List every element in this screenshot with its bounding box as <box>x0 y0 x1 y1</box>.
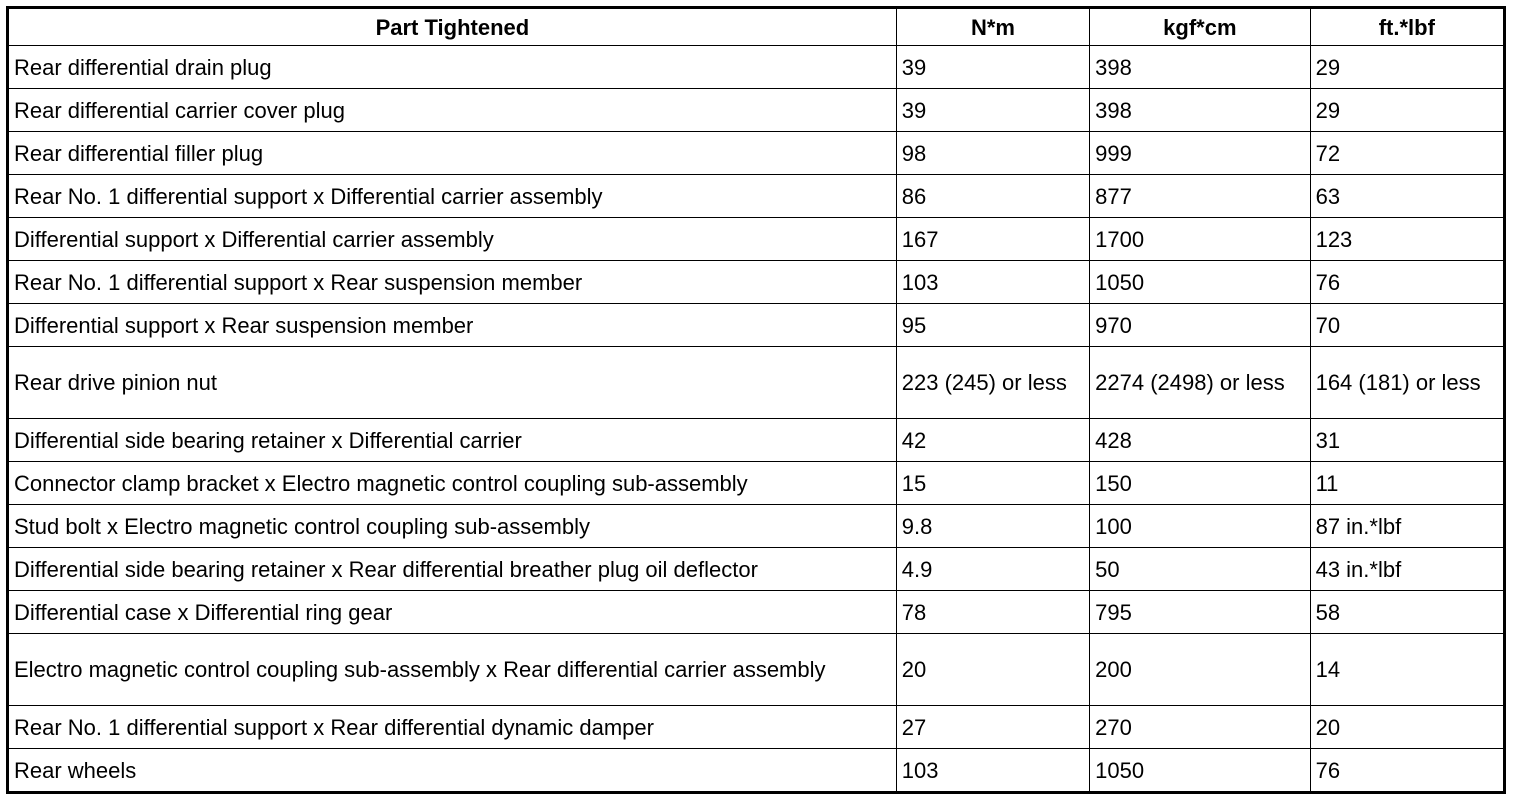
cell-kgf-cm: 50 <box>1090 548 1310 591</box>
table-row <box>8 132 1505 175</box>
cell-ft-lbf: 14 <box>1310 634 1504 706</box>
cell-ft-lbf: 70 <box>1310 304 1504 347</box>
table-row <box>8 591 1505 634</box>
cell-part: Rear differential carrier cover plug <box>8 89 897 132</box>
table-row <box>8 347 1505 419</box>
cell-kgf-cm: 970 <box>1090 304 1310 347</box>
cell-part: Rear differential filler plug <box>8 132 897 175</box>
cell-kgf-cm: 1050 <box>1090 749 1310 793</box>
cell-part: Electro magnetic control coupling sub-assembly x Rear differential carrier assembly <box>8 634 897 706</box>
cell-nm: 95 <box>896 304 1089 347</box>
cell-nm: 39 <box>896 89 1089 132</box>
table-row <box>8 46 1505 89</box>
cell-nm: 20 <box>896 634 1089 706</box>
table-row <box>8 505 1505 548</box>
table-row <box>8 749 1505 793</box>
cell-part: Differential support x Differential carrier assembly <box>8 218 897 261</box>
cell-ft-lbf: 63 <box>1310 175 1504 218</box>
cell-kgf-cm: 100 <box>1090 505 1310 548</box>
cell-part: Rear No. 1 differential support x Rear differential dynamic damper <box>8 706 897 749</box>
table-row <box>8 548 1505 591</box>
cell-nm: 78 <box>896 591 1089 634</box>
cell-nm: 39 <box>896 46 1089 89</box>
cell-ft-lbf: 20 <box>1310 706 1504 749</box>
cell-nm: 27 <box>896 706 1089 749</box>
cell-nm: 98 <box>896 132 1089 175</box>
cell-kgf-cm: 1050 <box>1090 261 1310 304</box>
cell-part: Rear wheels <box>8 749 897 793</box>
header-ft-lbf: ft.*lbf <box>1310 8 1504 46</box>
cell-nm: 103 <box>896 261 1089 304</box>
cell-nm: 4.9 <box>896 548 1089 591</box>
cell-part: Differential side bearing retainer x Rear differential breather plug oil deflector <box>8 548 897 591</box>
cell-ft-lbf: 76 <box>1310 261 1504 304</box>
header-kgf-cm: kgf*cm <box>1090 8 1310 46</box>
table-row <box>8 706 1505 749</box>
cell-part: Differential support x Rear suspension member <box>8 304 897 347</box>
table-header-row <box>8 8 1505 46</box>
cell-part: Rear No. 1 differential support x Differential carrier assembly <box>8 175 897 218</box>
table-row <box>8 175 1505 218</box>
cell-nm: 42 <box>896 419 1089 462</box>
cell-kgf-cm: 428 <box>1090 419 1310 462</box>
table-row <box>8 261 1505 304</box>
cell-nm: 86 <box>896 175 1089 218</box>
torque-spec-table <box>6 6 1506 794</box>
cell-ft-lbf: 123 <box>1310 218 1504 261</box>
table-row <box>8 634 1505 706</box>
cell-kgf-cm: 398 <box>1090 89 1310 132</box>
cell-nm: 103 <box>896 749 1089 793</box>
cell-ft-lbf: 164 (181) or less <box>1310 347 1504 419</box>
cell-part: Differential case x Differential ring gear <box>8 591 897 634</box>
table-row <box>8 304 1505 347</box>
cell-part: Stud bolt x Electro magnetic control coupling sub-assembly <box>8 505 897 548</box>
cell-part: Differential side bearing retainer x Differential carrier <box>8 419 897 462</box>
cell-part: Rear differential drain plug <box>8 46 897 89</box>
cell-kgf-cm: 877 <box>1090 175 1310 218</box>
cell-nm: 223 (245) or less <box>896 347 1089 419</box>
cell-kgf-cm: 150 <box>1090 462 1310 505</box>
header-nm: N*m <box>896 8 1089 46</box>
cell-kgf-cm: 1700 <box>1090 218 1310 261</box>
table-row <box>8 218 1505 261</box>
cell-ft-lbf: 31 <box>1310 419 1504 462</box>
cell-kgf-cm: 398 <box>1090 46 1310 89</box>
cell-ft-lbf: 72 <box>1310 132 1504 175</box>
cell-ft-lbf: 58 <box>1310 591 1504 634</box>
cell-ft-lbf: 29 <box>1310 89 1504 132</box>
cell-part: Rear drive pinion nut <box>8 347 897 419</box>
cell-ft-lbf: 87 in.*lbf <box>1310 505 1504 548</box>
header-part-tightened: Part Tightened <box>8 8 897 46</box>
table-row <box>8 89 1505 132</box>
cell-nm: 167 <box>896 218 1089 261</box>
cell-ft-lbf: 76 <box>1310 749 1504 793</box>
cell-kgf-cm: 795 <box>1090 591 1310 634</box>
cell-ft-lbf: 29 <box>1310 46 1504 89</box>
table-row <box>8 419 1505 462</box>
cell-part: Connector clamp bracket x Electro magnetic control coupling sub-assembly <box>8 462 897 505</box>
cell-nm: 15 <box>896 462 1089 505</box>
cell-kgf-cm: 999 <box>1090 132 1310 175</box>
cell-kgf-cm: 2274 (2498) or less <box>1090 347 1310 419</box>
cell-nm: 9.8 <box>896 505 1089 548</box>
cell-ft-lbf: 11 <box>1310 462 1504 505</box>
cell-ft-lbf: 43 in.*lbf <box>1310 548 1504 591</box>
cell-part: Rear No. 1 differential support x Rear suspension member <box>8 261 897 304</box>
table-row <box>8 462 1505 505</box>
cell-kgf-cm: 270 <box>1090 706 1310 749</box>
cell-kgf-cm: 200 <box>1090 634 1310 706</box>
